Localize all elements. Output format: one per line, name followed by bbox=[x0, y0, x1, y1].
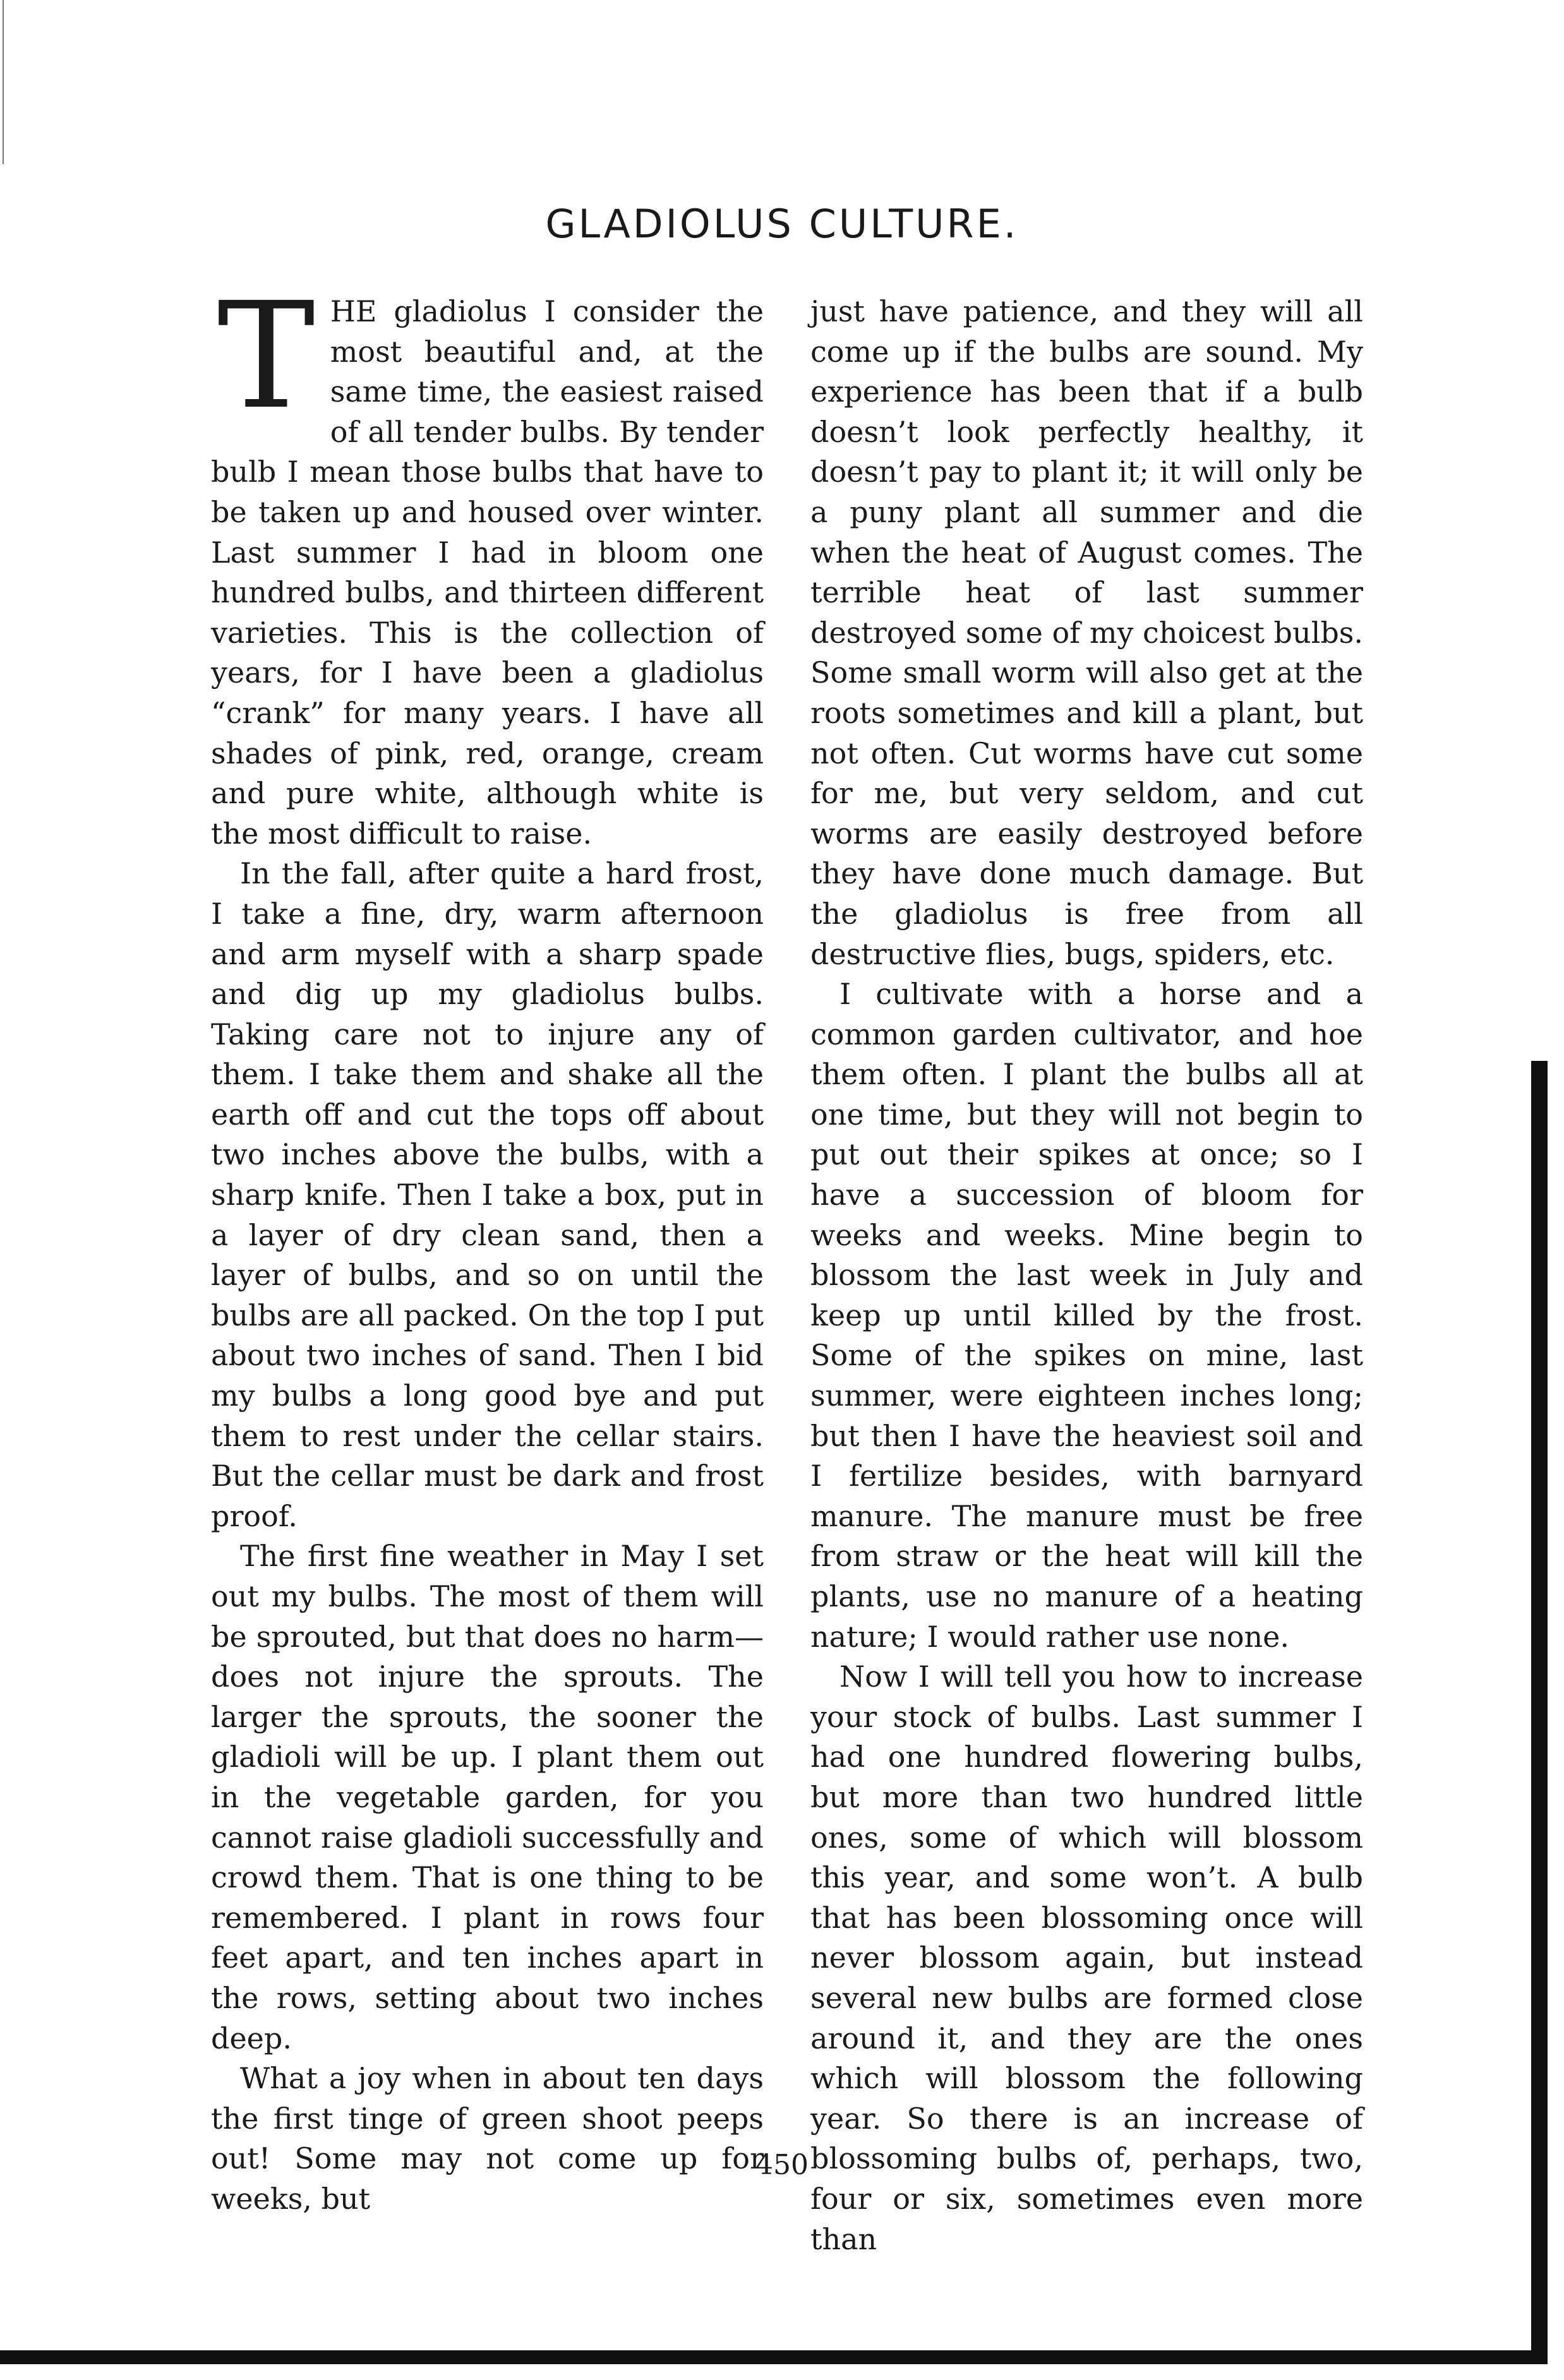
drop-cap: T bbox=[217, 271, 315, 441]
paragraph-5: just have patience, and they will all come up if the bulbs are sound. My experience has been that if a bulb doesn’t look perfectly healthy, it doesn’t pay to plant it; it will only be a puny plant all summer and die when the heat of August comes. The terrible heat of last summer destroyed some of my choicest bulbs. Some small worm will also get at the roots sometimes and kill a plant, but not often. Cut worms have cut some for me, but very seldom, and cut worms are easily destroyed before they have done much damage. But the gladiolus is free from all destructive flies, bugs, spiders, etc. bbox=[810, 294, 1364, 971]
page-number: 450 bbox=[755, 2149, 809, 2181]
paragraph-1-text: HE gladiolus I consider the most beautiful and, at the same time, the easiest raised of all tender bulbs. By tender bulb I mean those bulbs that have to be taken up and housed over winter. Last summer I had in bloom one hundred bulbs, and thirteen different varieties. This is the collection of years, for I have been a gladiolus “crank” for many years. I have all shades of pink, red, orange, cream and pure white, although white is the most difficult to raise. bbox=[211, 294, 764, 851]
paragraph-3: The first fine weather in May I set out my bulbs. The most of them will be sprouted, but that does no harm—does not injure the sprouts. The larger the sprouts, the sooner the gladioli will be up. I plant them out in the vegetable garden, for you cannot raise gladioli successfully and crowd them. That is one thing to be remembered. I plant in rows four feet apart, and ten inches apart in the rows, setting about two inches deep. bbox=[211, 1539, 764, 2055]
paragraph-2: In the fall, after quite a hard frost, I take a fine, dry, warm afternoon and arm myself with a sharp spade and dig up my gladiolus bulbs. Taking care not to injure any of them. I take them and shake all the earth off and cut the tops off about two inches above the bulbs, with a sharp knife. Then I take a box, put in a layer of dry clean sand, then a layer of bulbs, and so on until the bulbs are all packed. On the top I put about two inches of sand. Then I bid my bulbs a long good bye and put them to rest under the cellar stairs. But the cellar must be dark and frost proof. bbox=[211, 856, 764, 1533]
paragraph-4: What a joy when in about ten days the first tinge of green shoot peeps out! Some may not come up for weeks, but bbox=[211, 2061, 764, 2216]
left-column bbox=[211, 271, 764, 2220]
paragraph-7: Now I will tell you how to increase your stock of bulbs. Last summer I had one hundred flowering bulbs, but more than two hundred little ones, some of which will blossom this year, and some won’t. A bulb that has been blossoming once will never blossom again, but instead several new bulbs are formed close around it, and they are the ones which will blossom the following year. So there is an increase of blossoming bulbs of, perhaps, two, four or six, sometimes even more than bbox=[810, 1659, 1363, 2256]
page-title: GLADIOLUS CULTURE. bbox=[545, 201, 1019, 247]
paragraph-1 bbox=[211, 271, 764, 854]
paragraph-6: I cultivate with a horse and a common garden cultivator, and hoe them often. I plant the bulbs all at one time, but they will not begin to put out their spikes at once; so I have a succession of bloom for weeks and weeks. Mine begin to blossom the last week in July and keep up until killed by the frost. Some of the spikes on mine, last summer, were eighteen inches long; but then I have the heaviest soil and I fertilize besides, with barnyard manure. The manure must be free from straw or the heat will kill the plants, use no manure of a heating nature; I would rather use none. bbox=[810, 977, 1363, 1654]
scan-edge-bottom bbox=[0, 2350, 1548, 2364]
right-column bbox=[810, 292, 1363, 2259]
margin-scan-mark bbox=[3, 0, 4, 164]
scan-edge-right bbox=[1531, 1061, 1548, 2355]
